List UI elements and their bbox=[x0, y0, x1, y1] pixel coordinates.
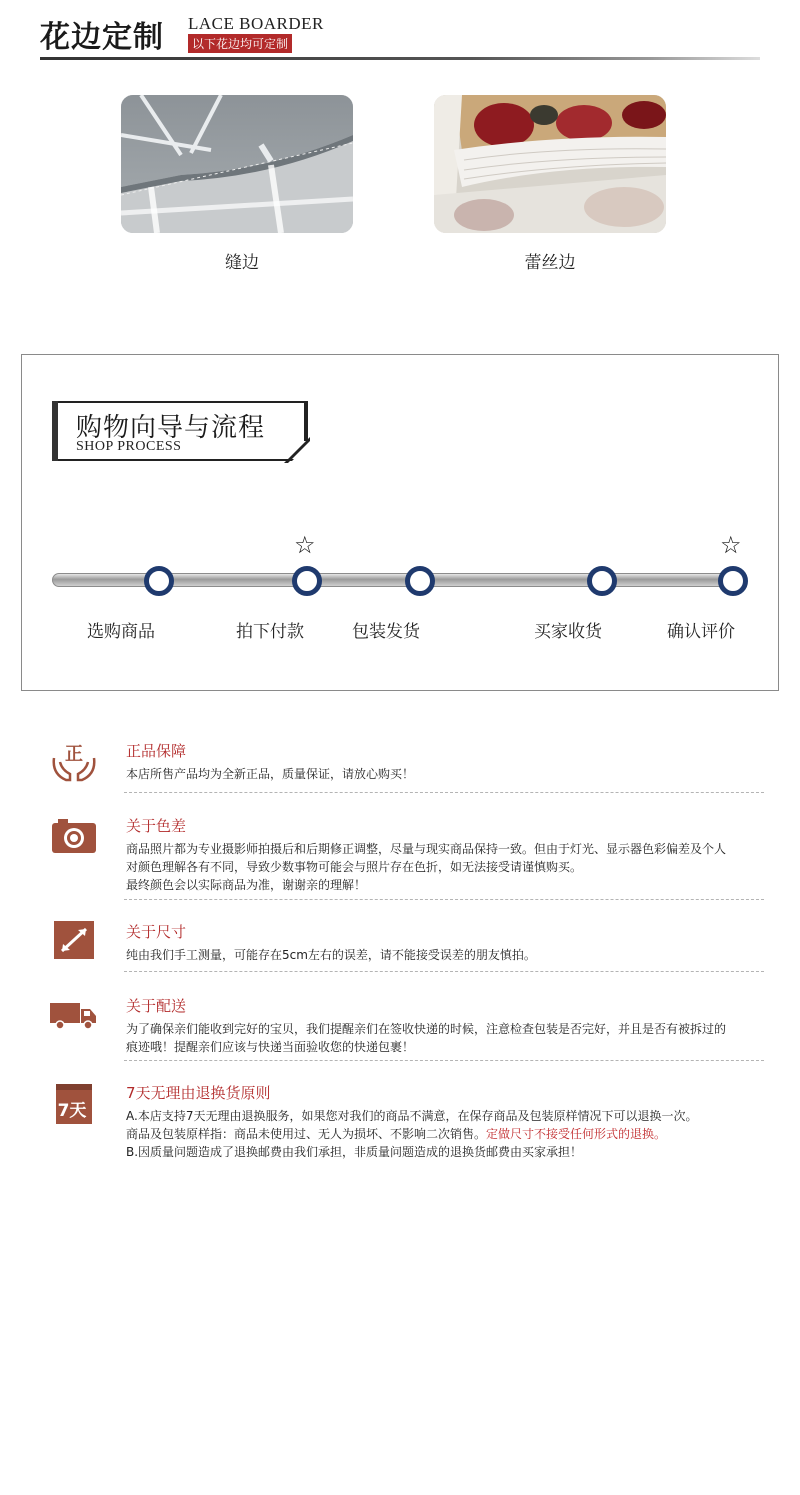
step-node-1 bbox=[144, 566, 174, 596]
notice-body bbox=[126, 946, 766, 964]
header-divider bbox=[40, 57, 760, 60]
step-label-1: 选购商品 bbox=[87, 622, 155, 642]
notice-line: 对颜色理解各有不同，导致少数事物可能会与照片存在色折，如无法接受请谨慎购买。 bbox=[126, 860, 583, 874]
step-node-5 bbox=[718, 566, 748, 596]
seven-day-label: 7天 bbox=[57, 1101, 87, 1121]
notice-line bbox=[126, 1125, 766, 1143]
lace-title: 花边定制 bbox=[40, 20, 164, 55]
notice-divider bbox=[124, 899, 764, 900]
lace-edge-fabric-image bbox=[434, 95, 666, 233]
sewn-edge-fabric-image bbox=[121, 95, 353, 233]
notice-divider bbox=[124, 792, 764, 793]
notice-divider bbox=[124, 1060, 764, 1061]
lace-title-en: LACE BOARDER bbox=[188, 14, 324, 33]
notice-line: 为了确保亲们能收到完好的宝贝，我们提醒亲们在签收快递的时候，注意检查包装是否完好，并且是否有被拆过的 bbox=[126, 1022, 727, 1036]
customizable-badge: 以下花边均可定制 bbox=[188, 34, 292, 53]
notice-body bbox=[126, 1020, 766, 1056]
notice-line: 最终颜色会以实际商品为准，谢谢亲的理解！ bbox=[126, 878, 367, 892]
shop-process-panel bbox=[21, 354, 779, 691]
notice-line: 痕迹哦！提醒亲们应该与快递当面验收您的快递包裹！ bbox=[126, 1040, 415, 1054]
notice-body bbox=[126, 765, 766, 783]
custom-size-warning: 定做尺寸不接受任何形式的退换。 bbox=[486, 1127, 667, 1141]
notice-body bbox=[126, 1107, 766, 1161]
notice-line: A.本店支持7天无理由退换服务，如果您对我们的商品不满意，在保存商品及包装原样情况下可以退换一次。 bbox=[126, 1109, 698, 1123]
step-node-4 bbox=[587, 566, 617, 596]
notice-title: 关于尺寸 bbox=[126, 923, 187, 941]
step-node-3 bbox=[405, 566, 435, 596]
notice-line: 本店所售产品均为全新正品，质量保证，请放心购买！ bbox=[126, 767, 415, 781]
star-icon: ☆ bbox=[294, 531, 316, 559]
sewn-edge-label: 缝边 bbox=[225, 253, 259, 273]
shop-process-title: 购物向导与流程 bbox=[76, 413, 266, 443]
camera-icon bbox=[48, 815, 100, 859]
star-icon: ☆ bbox=[720, 531, 742, 559]
title-frame-corner bbox=[284, 437, 310, 463]
shop-process-title-en: SHOP PROCESS bbox=[76, 439, 182, 454]
step-label-3: 包装发货 bbox=[352, 622, 420, 642]
resize-arrow-icon bbox=[48, 921, 100, 965]
notice-divider bbox=[124, 971, 764, 972]
step-label-2: 拍下付款 bbox=[236, 622, 304, 642]
step-label-4: 买家收货 bbox=[534, 622, 602, 642]
notice-title: 正品保障 bbox=[126, 742, 187, 760]
seven-day-return-icon bbox=[48, 1082, 100, 1126]
step-label-5: 确认评价 bbox=[667, 622, 735, 642]
title-frame-edge bbox=[304, 401, 308, 441]
notice-line: 纯由我们手工测量，可能存在5cm左右的误差，请不能接受误差的朋友慎拍。 bbox=[126, 948, 536, 962]
notice-body bbox=[126, 840, 766, 894]
notice-title: 7天无理由退换货原则 bbox=[126, 1084, 271, 1102]
notice-line: B.因质量问题造成了退换邮费由我们承担，非质量问题造成的退换货邮费由买家承担！ bbox=[126, 1145, 583, 1159]
notice-title: 关于色差 bbox=[126, 817, 187, 835]
genuine-hands-icon bbox=[48, 740, 100, 784]
step-node-2 bbox=[292, 566, 322, 596]
delivery-truck-icon bbox=[48, 995, 100, 1039]
notice-line: 商品照片都为专业摄影师拍摄后和后期修正调整，尽量与现实商品保持一致。但由于灯光、显示器色彩偏差及个人 bbox=[126, 842, 727, 856]
notice-line-text: 商品及包装原样指：商品未使用过、无人为损坏、不影响二次销售。 bbox=[126, 1127, 487, 1141]
notice-title: 关于配送 bbox=[126, 997, 187, 1015]
svg-text:正: 正 bbox=[65, 744, 83, 765]
lace-edge-label: 蕾丝边 bbox=[524, 253, 576, 273]
lace-header bbox=[40, 10, 760, 60]
